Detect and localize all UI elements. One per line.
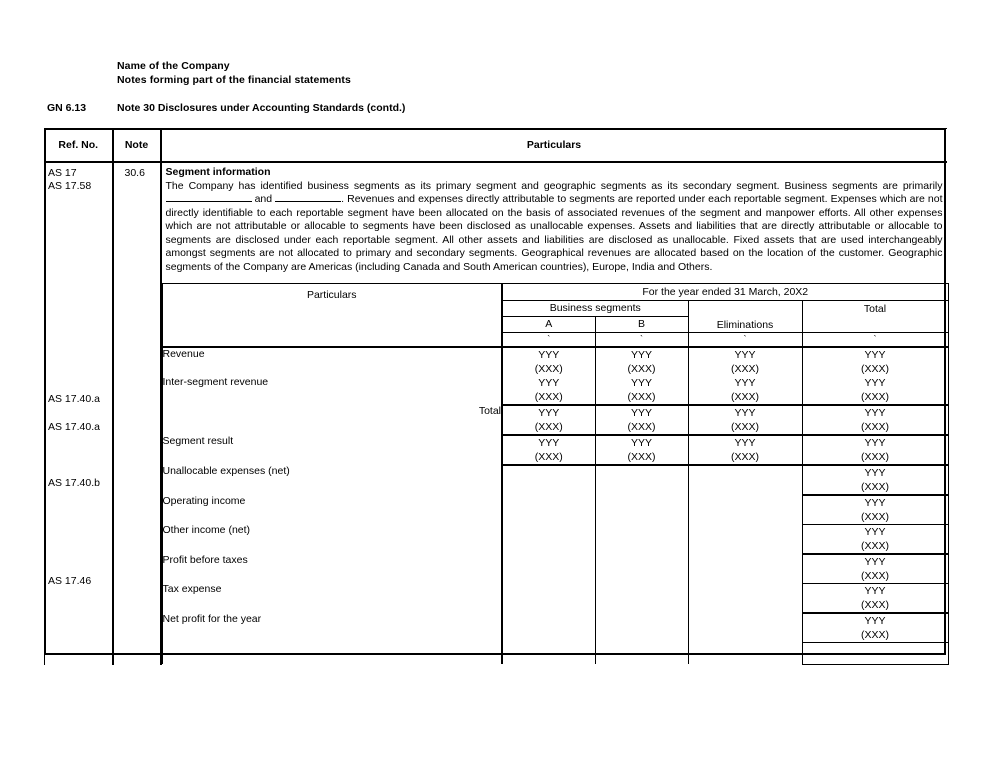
table-row xyxy=(162,554,948,584)
outer-table-header-row xyxy=(45,129,947,163)
fill-in-blank-1 xyxy=(166,201,252,202)
ref-stamp-as1740a-2: AS 17.40.a xyxy=(48,421,100,433)
table-row xyxy=(162,376,948,405)
cell-segment-result-elim: YYY (XXX) xyxy=(688,435,802,465)
table-row xyxy=(162,435,948,465)
cell-operating-income-a xyxy=(502,495,595,525)
inner-header-segment-a: A xyxy=(502,316,595,332)
cell-pbt-elim xyxy=(688,554,802,584)
spacer-elim xyxy=(688,642,802,664)
cell-intersegment-total: YYY (XXX) xyxy=(802,376,948,405)
cell-tax-expense-b xyxy=(595,583,688,613)
cell-total-elim: YYY (XXX) xyxy=(688,405,802,435)
header-particulars: Particulars xyxy=(161,129,947,163)
ref-stamp-as1758: AS 17.58 xyxy=(48,180,92,192)
cell-tax-expense-elim xyxy=(688,583,802,613)
cell-unallocable-a xyxy=(502,465,595,495)
cell-revenue-elim: YYY (XXX) xyxy=(688,347,802,376)
row-label-tax-expense: Tax expense xyxy=(162,583,502,613)
currency-symbol-total: ` xyxy=(802,332,948,347)
particulars-column xyxy=(161,162,947,665)
cell-segment-result-total: YYY (XXX) xyxy=(802,435,948,465)
cell-unallocable-elim xyxy=(688,465,802,495)
inner-header-eliminations: Eliminations xyxy=(688,300,802,332)
guidance-note-line xyxy=(47,102,405,114)
row-label-other-income: Other income (net) xyxy=(162,524,502,554)
cell-pbt-total: YYY (XXX) xyxy=(802,554,948,584)
cell-net-profit-a xyxy=(502,613,595,643)
currency-symbol-elim: ` xyxy=(688,332,802,347)
table-row xyxy=(162,347,948,376)
gn-reference: GN 6.13 xyxy=(47,102,87,114)
cell-total-b: YYY (XXX) xyxy=(595,405,688,435)
narrative-part-3: . Revenues and expenses directly attributable to segments are reported under each reportable segment. Expenses which are not directly identifiable to each reportable segment have been allocated on the basis of associated revenues of the segment and manpower efforts. All other expenses which are not attributable or allocable to segments have been disclosed as unallocable expenses. Assets and liabilities that are directly attributable or allocable to segments are disclosed under each reportable segment. All other assets and liabilities are disclosed as unallocable. Fixed assets that are used interchangeably amongst segments are not allocated to primary and secondary segments. Geographical revenues are allocated based on the location of the customer. Geographic segments of the Company are Americas (including Canada and South American countries), Europe, India and Others. xyxy=(165,193,943,274)
table-row xyxy=(162,524,948,554)
outer-table-body-row xyxy=(45,162,947,665)
cell-net-profit-elim xyxy=(688,613,802,643)
cell-tax-expense-total: YYY (XXX) xyxy=(802,583,948,613)
narrative-paragraph xyxy=(166,180,943,275)
table-row xyxy=(162,495,948,525)
notes-subtitle-line: Notes forming part of the financial statements xyxy=(117,74,351,86)
fill-in-blank-2 xyxy=(275,201,341,202)
cell-net-profit-b xyxy=(595,613,688,643)
spacer-total xyxy=(802,642,948,664)
cell-other-income-total: YYY (XXX) xyxy=(802,524,948,554)
header-note: Note xyxy=(113,129,161,163)
spacer-a xyxy=(502,642,595,664)
cell-segment-result-a: YYY (XXX) xyxy=(502,435,595,465)
cell-tax-expense-a xyxy=(502,583,595,613)
segment-data-rows xyxy=(162,347,948,665)
ref-stamp-as17: AS 17 xyxy=(48,167,77,179)
row-label-profit-before-taxes: Profit before taxes xyxy=(162,554,502,584)
inner-header-business-segments: Business segments xyxy=(502,300,688,316)
row-label-revenue: Revenue xyxy=(162,347,502,376)
note-number: 30.6 xyxy=(124,167,145,179)
inner-header-particulars: Particulars xyxy=(162,283,502,347)
segment-information-narrative xyxy=(162,163,947,277)
inner-header-total: Total xyxy=(802,300,948,332)
document-heading xyxy=(117,59,351,87)
row-label-total: Total xyxy=(162,405,502,435)
gn-title: Note 30 Disclosures under Accounting Standards (contd.) xyxy=(117,102,406,114)
narrative-part-1: The Company has identified business segments as its primary segment and geographic segments as its secondary segment. Business segments are primarily xyxy=(165,179,943,192)
cell-intersegment-b: YYY (XXX) xyxy=(595,376,688,405)
row-label-net-profit: Net profit for the year xyxy=(162,613,502,643)
cell-revenue-a: YYY (XXX) xyxy=(502,347,595,376)
table-row xyxy=(162,405,948,435)
row-label-unallocable-expenses: Unallocable expenses (net) xyxy=(162,465,502,495)
table-row-spacer xyxy=(162,642,948,664)
cell-revenue-total: YYY (XXX) xyxy=(802,347,948,376)
ref-stamp-as1740b: AS 17.40.b xyxy=(48,477,100,489)
table-row xyxy=(162,465,948,495)
cell-operating-income-b xyxy=(595,495,688,525)
ref-no-column xyxy=(45,162,113,665)
spacer-label xyxy=(162,642,502,664)
disclosure-outer-table xyxy=(44,128,947,665)
row-label-operating-income: Operating income xyxy=(162,495,502,525)
cell-net-profit-total: YYY (XXX) xyxy=(802,613,948,643)
cell-other-income-elim xyxy=(688,524,802,554)
currency-symbol-a: ` xyxy=(502,332,595,347)
cell-total-a: YYY (XXX) xyxy=(502,405,595,435)
narrative-title: Segment information xyxy=(165,166,271,178)
table-row xyxy=(162,613,948,643)
currency-symbol-b: ` xyxy=(595,332,688,347)
cell-unallocable-total: YYY (XXX) xyxy=(802,465,948,495)
cell-operating-income-total: YYY (XXX) xyxy=(802,495,948,525)
spacer-b xyxy=(595,642,688,664)
cell-unallocable-b xyxy=(595,465,688,495)
cell-segment-result-b: YYY (XXX) xyxy=(595,435,688,465)
table-row xyxy=(162,583,948,613)
company-name-line: Name of the Company xyxy=(117,60,230,72)
ref-stamp-as1746: AS 17.46 xyxy=(48,575,92,587)
cell-revenue-b: YYY (XXX) xyxy=(595,347,688,376)
cell-operating-income-elim xyxy=(688,495,802,525)
cell-other-income-b xyxy=(595,524,688,554)
cell-total-total: YYY (XXX) xyxy=(802,405,948,435)
row-label-segment-result: Segment result xyxy=(162,435,502,465)
cell-intersegment-a: YYY (XXX) xyxy=(502,376,595,405)
header-ref-no: Ref. No. xyxy=(45,129,113,163)
narrative-part-2: and xyxy=(251,193,276,206)
row-label-inter-segment-revenue: Inter-segment revenue xyxy=(162,376,502,405)
segment-data-table xyxy=(162,283,949,665)
cell-pbt-a xyxy=(502,554,595,584)
inner-header-row-year xyxy=(162,283,948,300)
inner-header-segment-b: B xyxy=(595,316,688,332)
ref-stamp-as1740a-1: AS 17.40.a xyxy=(48,393,100,405)
cell-intersegment-elim: YYY (XXX) xyxy=(688,376,802,405)
inner-header-year: For the year ended 31 March, 20X2 xyxy=(502,283,948,300)
cell-pbt-b xyxy=(595,554,688,584)
cell-other-income-a xyxy=(502,524,595,554)
note-column xyxy=(113,162,161,665)
